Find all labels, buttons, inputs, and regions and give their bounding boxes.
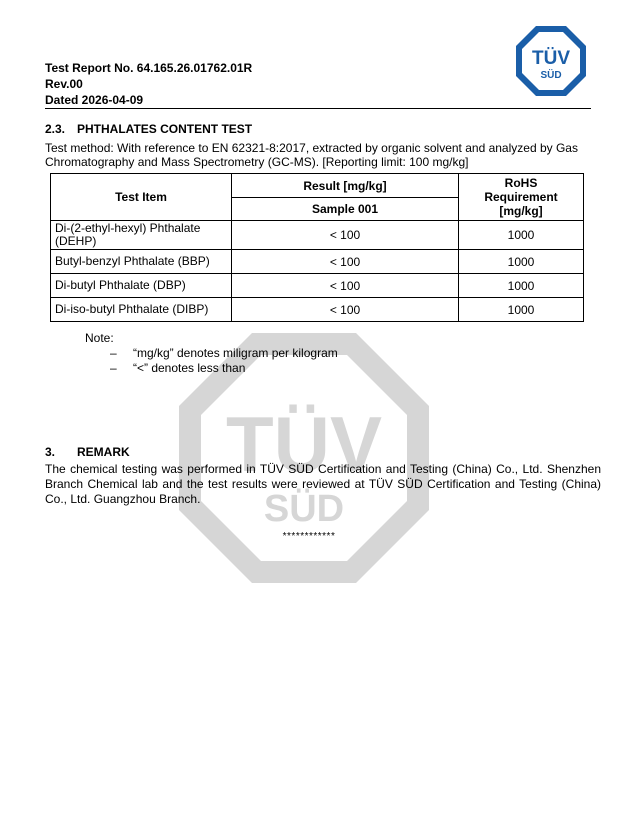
cell-result: < 100 — [232, 250, 459, 274]
table-row — [51, 274, 584, 298]
remark-text: The chemical testing was performed in TÜV SÜD Certification and Testing (China) Co., Ltd. Shenzhen Branch Chemical lab and the test results were reviewed at TÜV SÜD Certification and Testing (China) Co., Ltd. Guangzhou Branch. — [45, 462, 601, 506]
cell-item: Di-(2-ethyl-hexyl) Phthalate (DEHP) — [51, 221, 232, 250]
test-method: Test method: With reference to EN 62321-8:2017, extracted by organic solvent and analyzed by Gas Chromatography and Mass Spectrometry (GC-MS). [Reporting limit: 100 mg/kg] — [45, 141, 578, 169]
cell-requirement: 1000 — [459, 274, 584, 298]
header-result: Result [mg/kg] — [232, 174, 459, 198]
header-rohs-line1: RoHS — [504, 176, 538, 190]
note-dash: – — [110, 361, 117, 375]
header-rohs-line2: Requirement — [484, 190, 558, 204]
header-sample: Sample 001 — [232, 198, 459, 221]
results-table — [50, 173, 584, 322]
table-row — [51, 250, 584, 274]
watermark-tuv-text: TÜV — [226, 400, 382, 488]
tuv-logo-icon — [516, 26, 586, 96]
cell-item: Di-iso-butyl Phthalate (DIBP) — [51, 298, 232, 322]
section-number: 2.3. — [45, 122, 66, 136]
note-text: “mg/kg” denotes miligram per kilogram — [133, 346, 338, 360]
cell-result: < 100 — [232, 298, 459, 322]
watermark-sud-text: SÜD — [263, 488, 345, 530]
remark-number: 3. — [45, 445, 56, 459]
header-rule — [45, 108, 591, 109]
logo-tuv-text: TÜV — [532, 48, 570, 69]
table-row — [51, 298, 584, 322]
cell-item: Butyl-benzyl Phthalate (BBP) — [51, 250, 232, 274]
revision: Rev.00 — [45, 77, 83, 91]
table-header-row — [51, 174, 584, 198]
table-row — [51, 221, 584, 250]
cell-requirement: 1000 — [459, 250, 584, 274]
logo-sud-text: SÜD — [540, 70, 562, 81]
cell-item: Di-butyl Phthalate (DBP) — [51, 274, 232, 298]
note-text: “<” denotes less than — [133, 361, 246, 375]
cell-result: < 100 — [232, 221, 459, 250]
remark-title: REMARK — [77, 445, 130, 459]
note-label: Note: — [85, 331, 114, 345]
note-dash: – — [110, 346, 117, 360]
section-title: PHTHALATES CONTENT TEST — [77, 122, 253, 136]
cell-requirement: 1000 — [459, 221, 584, 250]
header-rohs-line3: [mg/kg] — [499, 204, 543, 218]
header-test-item: Test Item — [51, 174, 232, 221]
cell-result: < 100 — [232, 274, 459, 298]
end-of-report-mark: ************ — [282, 531, 336, 542]
header-rohs — [459, 174, 584, 221]
report-number: Test Report No. 64.165.26.01762.01R — [45, 61, 253, 75]
report-date: Dated 2026-04-09 — [45, 93, 144, 107]
cell-requirement: 1000 — [459, 298, 584, 322]
